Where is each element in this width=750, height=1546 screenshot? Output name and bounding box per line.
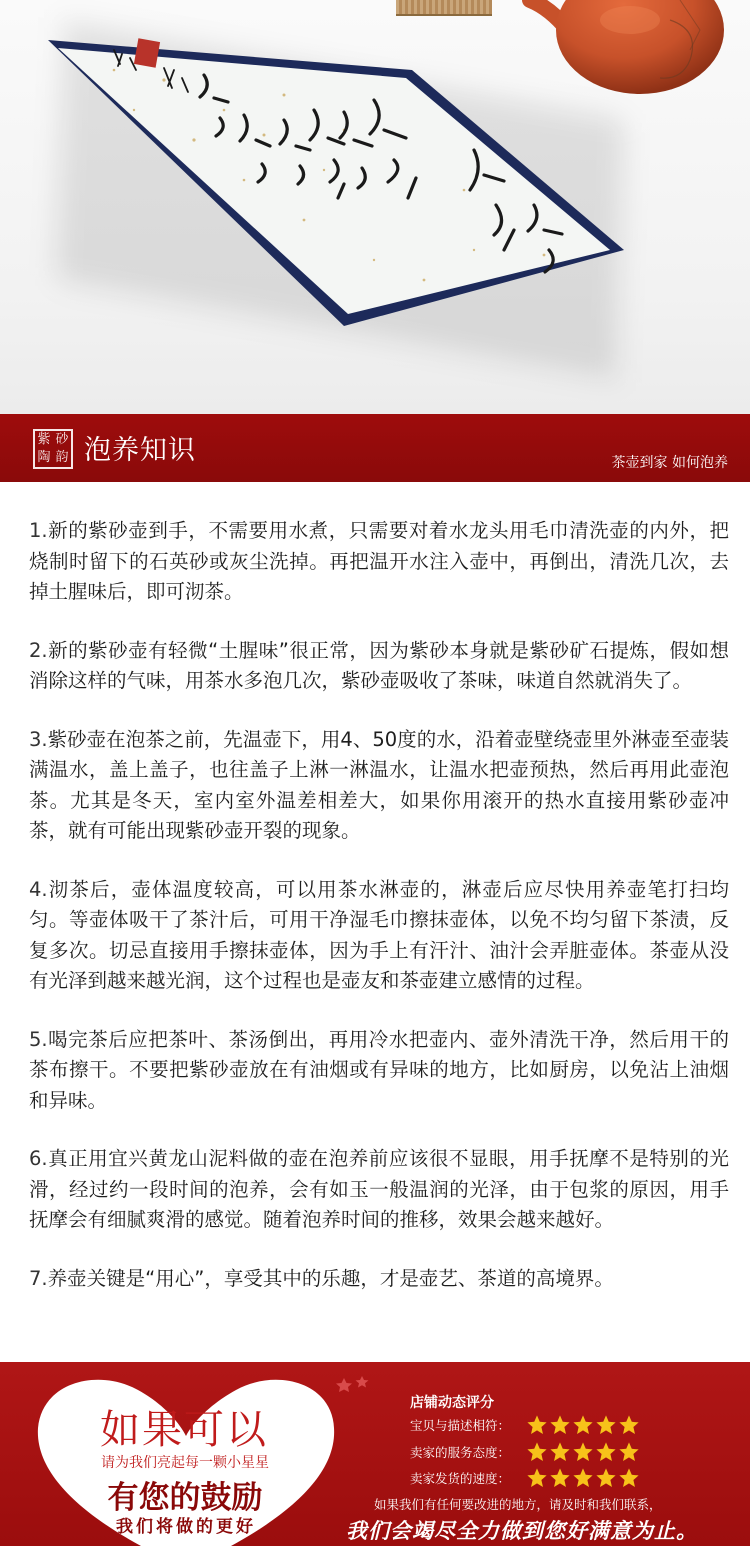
heart-subline: 请为我们亮起每一颗小星星 <box>101 1455 269 1471</box>
paragraph-text: 新的紫砂壶到手，不需要用水煮，只需要对着水龙头用毛巾清洗壶的内外，把烧制时留下的石英砂或灰尘洗掉。再把温开水注入壶中，再倒出，清洗几次，去掉土腥味后，即可沏茶。 <box>29 519 729 603</box>
star-icon[interactable] <box>549 1467 571 1489</box>
paragraph-number: 4. <box>29 877 48 901</box>
star-icon[interactable] <box>595 1441 617 1463</box>
rating-footer <box>0 1362 750 1546</box>
instruction-paragraph <box>29 516 729 608</box>
paragraph-text: 喝完茶后应把茶叶、茶汤倒出，再用冷水把壶内、壶外清洗干净，然后用干的茶布擦干。不要把紫砂壶放在有油烟或有异味的地方，比如厨房，以免沾上油烟和异味。 <box>29 1027 729 1112</box>
seal-char: 紫 <box>37 432 51 447</box>
star-icon[interactable] <box>595 1467 617 1489</box>
rating-row-shipping <box>410 1467 640 1489</box>
rating-label: 宝贝与描述相符： <box>410 1418 511 1433</box>
star-icon[interactable] <box>618 1414 640 1436</box>
teapot-illustration <box>520 0 750 110</box>
paragraph-text: 沏茶后，壶体温度较高，可以用茶水淋壶的，淋壶后应尽快用养壶笔打扫均匀。等壶体吸干了茶汁后，可用干净湿毛巾擦抹壶体，以免不均匀留下茶渍，反复多次。切忌直接用手擦抹壶体，因为手上有汗汁、油汁会弄脏壶体。茶壶从没有光泽到越来越光润，这个过程也是壶友和茶壶建立感情的过程。 <box>29 877 729 992</box>
instruction-paragraph <box>29 1264 729 1295</box>
product-photo <box>0 0 750 414</box>
paragraph-text: 紫砂壶在泡茶之前，先温壶下，用4、50度的水，沿着壶壁绕壶里外淋壶至壶装满温水，盖上盖子，也往盖子上淋一淋温水，让温水把壶预热，然后再用此壶泡茶。尤其是冬天，室内室外温差相差大，如果你用滚开的热水直接用紫砂壶冲茶，就有可能出现紫砂壶开裂的现象。 <box>29 727 729 842</box>
paragraph-number: 1. <box>29 519 48 542</box>
paragraph-text: 养壶关键是“用心”，享受其中的乐趣，才是壶艺、茶道的高境界。 <box>47 1266 614 1290</box>
rating-label: 卖家发货的速度： <box>410 1471 511 1486</box>
paragraph-number: 6. <box>29 1147 48 1170</box>
star-icon[interactable] <box>572 1414 594 1436</box>
paragraph-number: 2. <box>29 638 48 662</box>
star-rating[interactable] <box>526 1441 640 1463</box>
star-icon[interactable] <box>549 1414 571 1436</box>
feedback-note: 如果我们有任何要改进的地方，请及时和我们联系， <box>374 1497 662 1512</box>
rating-row-service <box>410 1441 640 1463</box>
paragraph-text: 新的紫砂壶有轻微“土腥味”很正常，因为紫砂本身就是紫砂矿石提炼，假如想消除这样的气味，用茶水多泡几次，紫砂壶吸收了茶味，味道自然就消失了。 <box>29 638 729 692</box>
star-icon[interactable] <box>549 1441 571 1463</box>
seal-char: 韵 <box>55 450 69 465</box>
decorative-stars-icon <box>334 1370 374 1396</box>
star-rating[interactable] <box>526 1414 640 1436</box>
paragraph-number: 3. <box>29 727 48 751</box>
star-icon[interactable] <box>618 1441 640 1463</box>
star-icon[interactable] <box>572 1441 594 1463</box>
seal-char: 陶 <box>37 450 51 465</box>
star-rating[interactable] <box>526 1467 640 1489</box>
instruction-paragraph <box>29 875 729 997</box>
star-icon[interactable] <box>572 1467 594 1489</box>
heart-headline: 如果可以 <box>100 1407 268 1453</box>
paragraph-text: 真正用宜兴黄龙山泥料做的壶在泡养前应该很不显眼，用手抚摩不是特别的光滑，经过约一段时间的泡养，会有如玉一般温润的光泽，由于包浆的原因，用手抚摩会有细腻爽滑的感觉。随着泡养时间的推移，效果会越来越好。 <box>29 1147 729 1231</box>
star-icon[interactable] <box>526 1414 548 1436</box>
paragraph-number: 5. <box>29 1027 48 1051</box>
care-instructions <box>29 516 729 1322</box>
instruction-paragraph <box>29 1144 729 1236</box>
section-header <box>0 414 750 482</box>
section-title: 泡养知识 <box>84 435 196 466</box>
star-icon[interactable] <box>618 1467 640 1489</box>
heart-encouragement: 有您的鼓励 <box>107 1480 263 1516</box>
header-tagline: 茶壶到家 如何泡养 <box>611 455 728 471</box>
paragraph-number: 7. <box>29 1266 48 1290</box>
rating-label: 卖家的服务态度： <box>410 1445 511 1460</box>
instruction-paragraph <box>29 725 729 847</box>
star-icon[interactable] <box>595 1414 617 1436</box>
seal-char: 砂 <box>55 432 69 447</box>
star-icon[interactable] <box>526 1467 548 1489</box>
instruction-paragraph <box>29 1025 729 1117</box>
heart-closing: 我们将做的更好 <box>116 1517 256 1537</box>
service-promise: 我们会竭尽全力做到您好满意为止。 <box>346 1519 698 1543</box>
rating-title: 店铺动态评分 <box>410 1395 494 1411</box>
seal-stamp-icon <box>33 429 73 469</box>
star-icon[interactable] <box>526 1441 548 1463</box>
instruction-paragraph <box>29 636 729 697</box>
rating-row-description <box>410 1414 640 1436</box>
